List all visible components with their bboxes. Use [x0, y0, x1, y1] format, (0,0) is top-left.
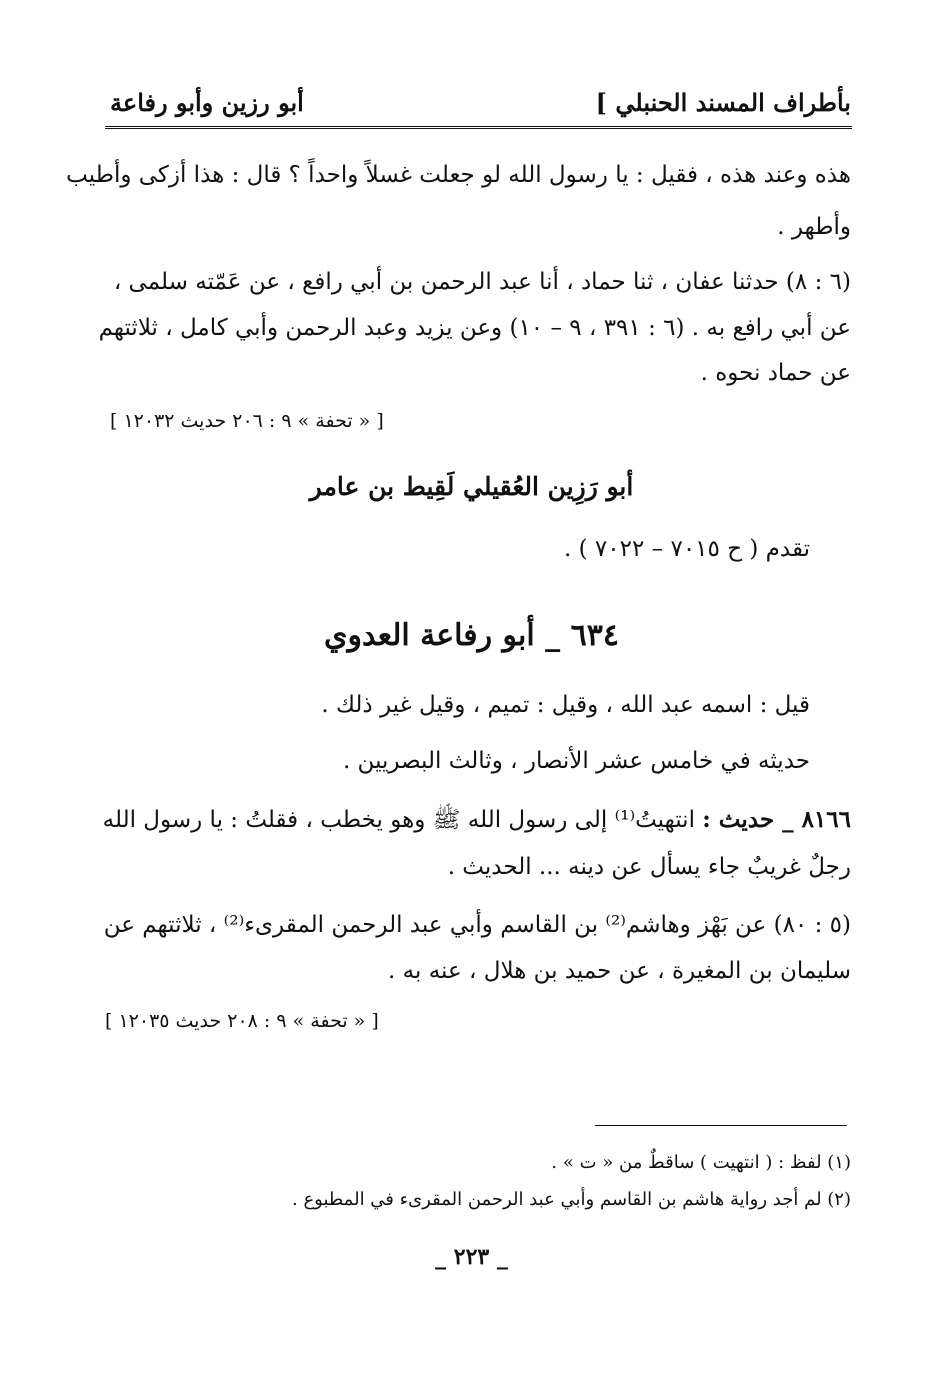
- isnad-line: عن حماد نحوه .: [700, 360, 851, 386]
- isnad-line: (٥ : ٨٠) عن بَهْز وهاشم⁽²⁾ بن القاسم وأبي عبد الرحمن المقرىء⁽²⁾ ، ثلاثتهم عن: [103, 912, 851, 938]
- footnote: (٢) لم أجد رواية هاشم بن القاسم وأبي عبد الرحمن المقرىء في المطبوع .: [292, 1189, 851, 1210]
- page-number: _ ٢٢٣ _: [435, 1244, 508, 1270]
- header-rule: [105, 126, 852, 129]
- section-title: أبو رَزِين العُقيلي لَقِيط بن عامر: [309, 472, 634, 501]
- running-header-section: أبو رزين وأبو رفاعة: [110, 88, 304, 117]
- tuhfa-reference: [ « تحفة » ٩ : ٢٠٦ حديث ١٢٠٣٢ ]: [110, 410, 384, 432]
- isnad-line: (٦ : ٨) حدثنا عفان ، ثنا حماد ، أنا عبد الرحمن بن أبي رافع ، عن عَمّته سلمى ،: [113, 269, 851, 295]
- hadith-line: [103, 805, 851, 835]
- footnote: (١) لفظ : ( انتهيت ) ساقطٌ من « ت » .: [551, 1152, 851, 1173]
- biography-line: قيل : اسمه عبد الله ، وقيل : تميم ، وقيل غير ذلك .: [321, 692, 810, 718]
- hadith-line: رجلٌ غريبٌ جاء يسأل عن دينه ... الحديث .: [447, 854, 851, 880]
- isnad-line: سليمان بن المغيرة ، عن حميد بن هلال ، عنه به .: [388, 958, 851, 984]
- running-header-title: بأطراف المسند الحنبلي ]: [595, 88, 851, 117]
- footnote-rule: [595, 1125, 847, 1126]
- chapter-title: ٦٣٤ _ أبو رفاعة العدوي: [324, 618, 619, 653]
- hadith-number: ٨١٦٦ _ حديث :: [702, 806, 851, 833]
- section-note: تقدم ( ح ٧٠١٥ – ٧٠٢٢ ) .: [564, 536, 810, 562]
- continuation-line: وأطهر .: [777, 214, 851, 240]
- tuhfa-reference: [ « تحفة » ٩ : ٢٠٨ حديث ١٢٠٣٥ ]: [105, 1010, 379, 1032]
- isnad-line: عن أبي رافع به . (٦ : ٣٩١ ، ٩ – ١٠) وعن يزيد وعبد الرحمن وأبي كامل ، ثلاثتهم: [98, 315, 851, 341]
- continuation-line: هذه وعند هذه ، فقيل : يا رسول الله لو جعلت غسلاً واحداً ؟ قال : هذا أزكى وأطيب: [66, 162, 851, 188]
- biography-line: حديثه في خامس عشر الأنصار ، وثالث البصريين .: [342, 748, 810, 774]
- hadith-text: انتهيتُ⁽¹⁾ إلى رسول الله ﷺ وهو يخطب ، فقلتُ : يا رسول الله: [102, 807, 695, 833]
